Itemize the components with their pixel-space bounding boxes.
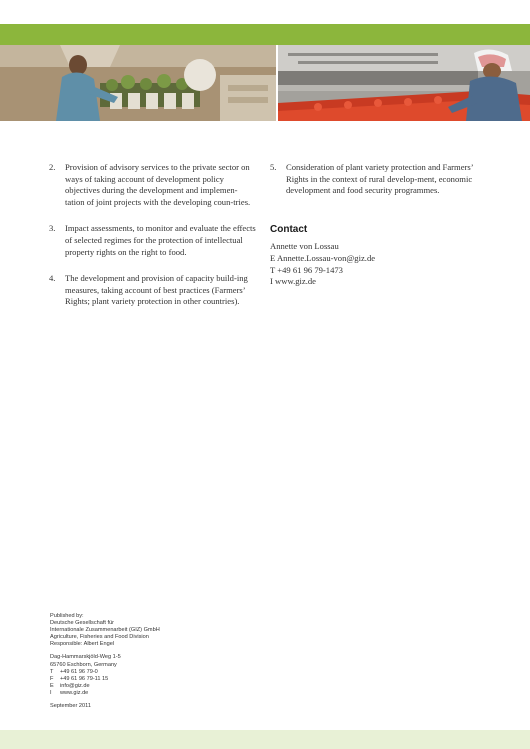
contact-web-link[interactable]: www.giz.de <box>275 276 316 287</box>
imprint-web-link[interactable]: www.giz.de <box>60 689 89 696</box>
list-item-number: 3. <box>49 223 56 234</box>
imprint-responsible: Responsible: Albert Engel <box>50 641 115 648</box>
contact-name: Annette von Lossau <box>270 241 339 252</box>
imprint-phone-row <box>50 669 270 676</box>
contact-email-line <box>270 253 475 265</box>
list-item-number: 2. <box>49 162 56 172</box>
right-column <box>270 162 475 288</box>
list-item-text: Consideration of plant variety protection and Farmers’ Rights in the context of rural develop-ment, economic development and food security programmes. <box>286 162 473 196</box>
tomato-processing-photo <box>278 45 530 121</box>
greenhouse-photo-illustration <box>0 45 276 121</box>
imprint-email-label: E <box>50 682 54 689</box>
contact-phone: +49 61 96 79-1473 <box>277 264 343 275</box>
contact-email[interactable]: Annette.Lossau-von@giz.de <box>276 252 376 263</box>
imprint-org-line1: Deutsche Gesellschaft für <box>50 620 115 627</box>
imprint-web-row <box>50 690 270 697</box>
imprint-fax-label: F <box>50 675 54 682</box>
imprint-fax-row <box>50 676 270 683</box>
imprint-email[interactable]: info@giz.de <box>60 682 90 689</box>
imprint-org-line2: Internationale Zusammenarbeit (GIZ) GmbH <box>50 627 160 634</box>
contact-web-label: I <box>270 276 273 287</box>
footer-color-band <box>0 730 530 749</box>
imprint-date: September 2011 <box>50 703 91 710</box>
list-item-number: 5. <box>270 162 277 172</box>
header-color-band <box>0 24 530 45</box>
imprint-phone: +49 61 96 79-0 <box>60 668 98 675</box>
contact-phone-line <box>270 265 475 277</box>
imprint-division: Agriculture, Fisheries and Food Division <box>50 634 149 641</box>
imprint-web-label: I <box>50 689 52 696</box>
contact-phone-label: T <box>270 264 276 275</box>
greenhouse-photo <box>0 45 276 121</box>
imprint-city: 65760 Eschborn, Germany <box>50 661 117 668</box>
list-item <box>270 162 475 197</box>
list-item-text: Provision of advisory services to the private sector on ways of taking account of development policy objectives during the development and implemen-tation of joint projects with the developing coun-tries. <box>65 162 251 207</box>
contact-web-line <box>270 276 475 288</box>
contact-email-label: E <box>270 252 276 263</box>
imprint-email-row <box>50 683 270 690</box>
imprint-phone-label: T <box>50 668 54 675</box>
imprint-fax: +49 61 96 79-11 15 <box>60 675 109 682</box>
tomato-processing-photo-illustration <box>278 45 530 121</box>
imprint-street: Dag-Hammarskjöld-Weg 1-5 <box>50 654 121 661</box>
list-item <box>49 162 257 208</box>
imprint <box>50 613 270 710</box>
imprint-published-by: Published by: <box>50 613 84 619</box>
list-item <box>49 273 257 308</box>
list-item <box>49 223 257 258</box>
left-column <box>49 162 257 323</box>
contact-heading: Contact <box>270 223 308 235</box>
list-item-text: The development and provision of capacity build-ing measures, taking account of best practices (Farmers’ Rights; plant variety protection in other countries). <box>65 273 248 307</box>
list-item-text: Impact assessments, to monitor and evaluate the effects of selected regimes for the protection of intellectual property rights on the right to food. <box>65 223 256 257</box>
list-item-number: 4. <box>49 273 56 284</box>
